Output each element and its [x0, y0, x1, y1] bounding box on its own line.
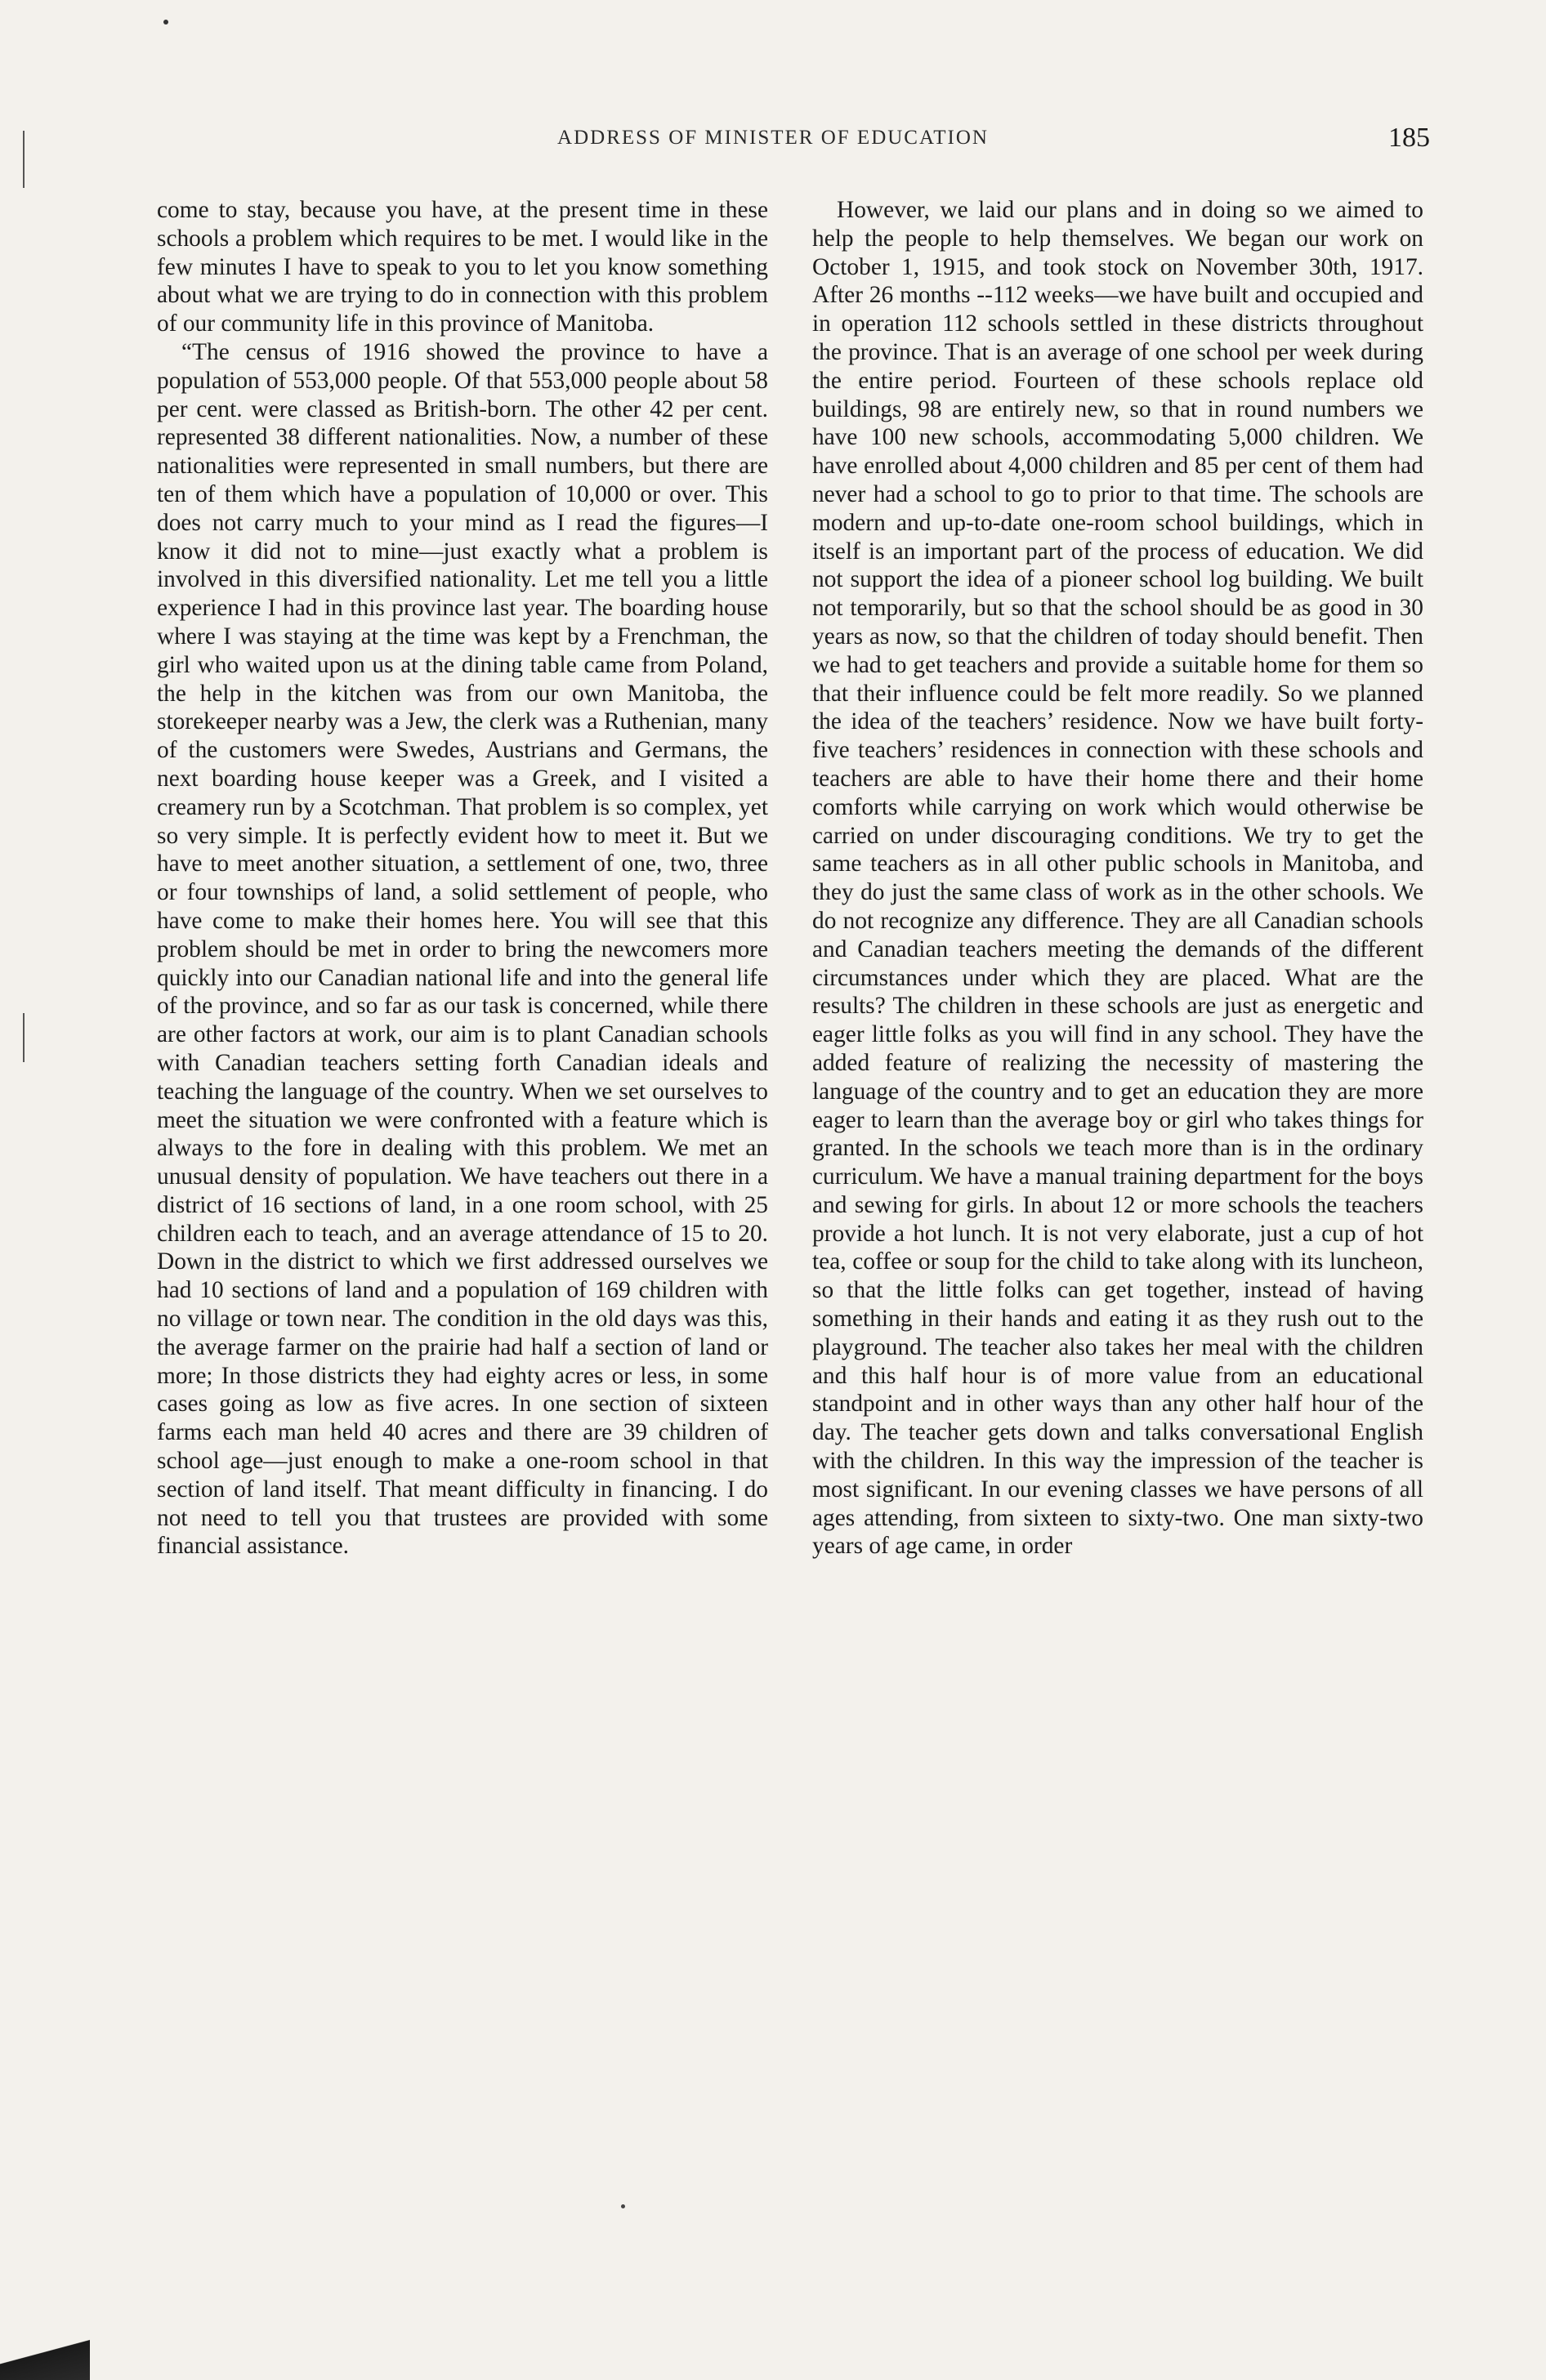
paragraph: come to stay, because you have, at the present time in these schools a problem which requires to be met. I would like in the few minutes I have to speak to you to let you know something about what we are trying to do in connection with this problem of our community life in this province of Manitoba.	[157, 197, 768, 337]
paragraph: However, we laid our plans and in doing so we aimed to help the people to help themselves. We began our work on October 1, 1915, and took stock on November 30th, 1917. After 26 months --112 weeks—we have built and occupied and in operation 112 schools settled in these districts throughout the province. That is an average of one school per week during the entire period. Fourteen of these schools replace old buildings, 98 are entirely new, so that in round numbers we have 100 new schools, accommodating 5,000 children. We have enrolled about 4,000 children and 85 per cent of them had never had a school to go to prior to that time. The schools are modern and up-to-date one-room school buildings, which in itself is an important part of the process of education. We did not support the idea of a pioneer school log building. We built not temporarily, but so that the school should be as good in 30 years as now, so that the children of today should benefit. Then we had to get teachers and provide a suitable home for them so that their influence could be felt more readily. So we planned the idea of the teachers’ residence. Now we have built forty-five teachers’ residences in connection with these schools and teachers are able to have their home there and their home comforts while carrying on work which would otherwise be carried on under discouraging conditions. We try to get the same teachers as in all other public schools in Manitoba, and they do just the same class of work as in the other schools. We do not recognize any difference. They are all Canadian schools and Canadian teachers meeting the demands of the different circumstances under which they are placed. What are the results? The children in these schools are just as energetic and eager little folks as you will find in any school. They have the added feature of realizing the necessity of mastering the language of the country and to get an education they are more eager to learn than the average boy or girl who takes things for granted. In the schools we teach more than is in the ordinary curriculum. We have a manual training department for the boys and sewing for girls. In about 12 or more schools the teachers provide a hot lunch. It is not very elaborate, just a cup of hot tea, coffee or soup for the child to take along with its luncheon, so that the little folks can get together, instead of having something in their hands and eating it as they rush out to the playground. The teacher also takes her meal with the children and this half hour is of more value from an educational standpoint and in other ways than any other half hour of the day. The teacher gets down and talks conversational English with the children. In this way the impression of the teacher is most significant. In our evening classes we have persons of all ages attending, from sixteen to sixty-two. One man sixty-two years of age came, in order	[812, 197, 1423, 1560]
scan-speck	[163, 20, 168, 25]
scan-gutter-line	[23, 1013, 25, 1062]
paragraph: “The census of 1916 showed the province to have a population of 553,000 people. Of that 553,000 people about 58 per cent. were classed as British-born. The other 42 per cent. represented 38 different nationalities. Now, a number of these nationalities were represented in small numbers, but there are ten of them which have a population of 10,000 or over. This does not carry much to your mind as I read the figures—I know it did not to mine—just exactly what a problem is involved in this diversified nationality. Let me tell you a little experience I had in this province last year. The boarding house where I was staying at the time was kept by a Frenchman, the girl who waited upon us at the dining table came from Poland, the help in the kitchen was from our own Manitoba, the storekeeper nearby was a Jew, the clerk was a Ruthenian, many of the customers were Swedes, Austrians and Germans, the next boarding house keeper was a Greek, and I visited a creamery run by a Scotchman. That problem is so complex, yet so very simple. It is perfectly evident how to meet it. But we have to meet another situation, a settlement of one, two, three or four townships of land, a solid settlement of people, who have come to make their homes here. You will see that this problem should be met in order to bring the newcomers more quickly into our Canadian national life and into the general life of the province, and so far as our task is concerned, while there are other factors at work, our aim is to plant Canadian schools with Canadian teachers setting forth Canadian ideals and teaching the language of the country. When we set ourselves to meet the situation we were confronted with a feature which is always to the fore in dealing with this problem. We met an unusual density of population. We have teachers out there in a district of 16 sections of land, in a one room school, with 25 children each to teach, and an average attendance of 15 to 20. Down in the district to which we first addressed ourselves we had 10 sections of land and a population of 169 children with no village or town near. The condition in the old days was this, the average farmer on the prairie had half a section of land or more; In those districts they had eighty acres or less, in some cases going as low as five acres. In one section of sixteen farms each man held 40 acres and there are 39 children of school age—just enough to make a one-room school in that section of land itself. That meant difficulty in financing. I do not need to tell you that trustees are provided with some financial assistance.	[157, 338, 768, 1560]
page-number: 185	[1388, 123, 1430, 153]
right-column	[812, 196, 1423, 1561]
scan-speck	[621, 2204, 625, 2208]
left-column	[157, 196, 768, 1561]
scan-corner-artifact	[0, 2337, 90, 2380]
running-header-title: ADDRESS OF MINISTER OF EDUCATION	[557, 127, 989, 149]
